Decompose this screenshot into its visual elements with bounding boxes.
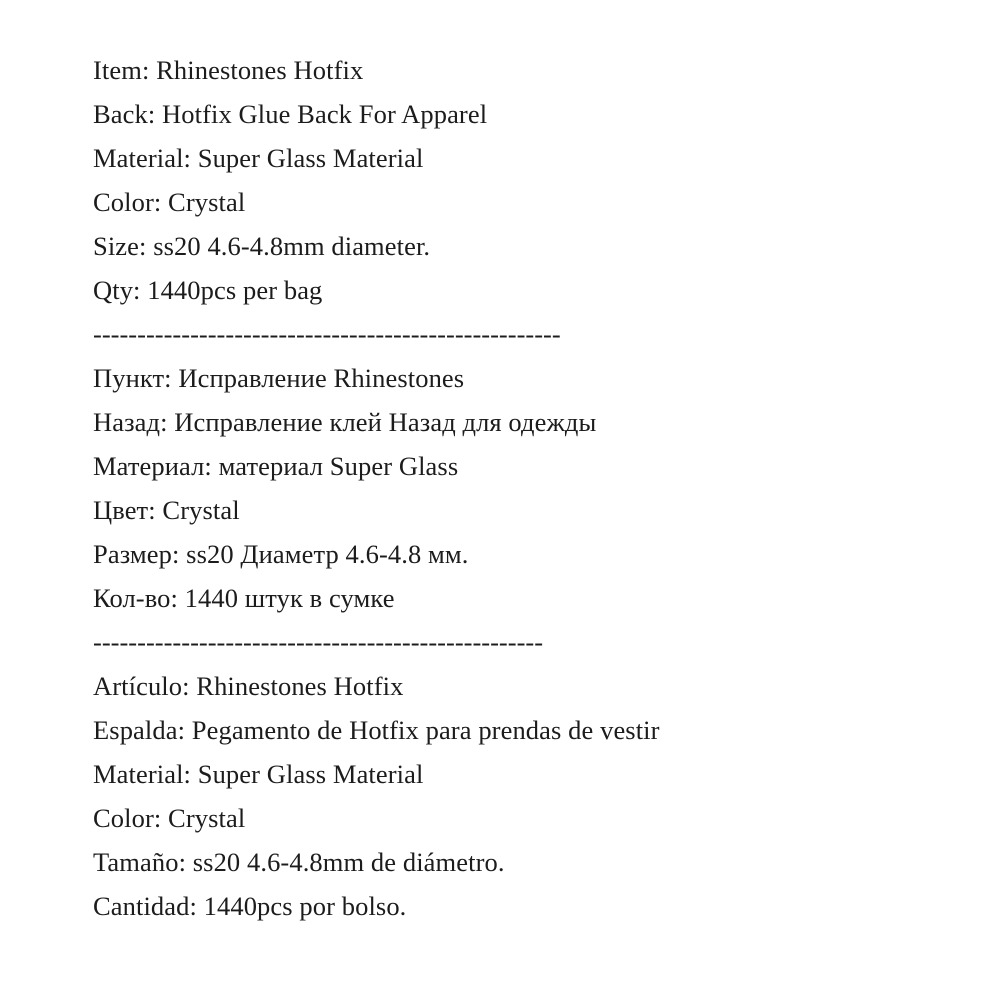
spec-block-russian [0,356,1000,620]
spec-block-spanish [0,664,1000,928]
spec-line-qty: Qty: 1440pcs per bag [93,275,323,305]
spec-line-kolvo: Кол-во: 1440 штук в сумке [93,583,395,613]
spec-line-size: Size: ss20 4.6-4.8mm diameter. [93,231,431,261]
spec-line-color-es: Color: Crystal [93,803,246,833]
spec-block-english [0,48,1000,312]
spec-line-color: Color: Crystal [93,187,246,217]
section-separator-second: --------------------------------------------------- [93,627,544,657]
section-separator-first: ----------------------------------------------------- [93,319,561,349]
spec-line-material-ru: Материал: материал Super Glass [93,451,459,481]
spec-line-item: Item: Rhinestones Hotfix [93,55,364,85]
spec-line-espalda: Espalda: Pegamento de Hotfix para prendas de vestir [93,715,660,745]
spec-line-tamano: Tamaño: ss20 4.6-4.8mm de diámetro. [93,847,505,877]
spec-line-articulo: Artículo: Rhinestones Hotfix [93,671,404,701]
spec-line-cvet: Цвет: Crystal [93,495,240,525]
spec-line-material: Material: Super Glass Material [93,143,424,173]
spec-line-back: Back: Hotfix Glue Back For Apparel [93,99,488,129]
spec-line-punkt: Пункт: Исправление Rhinestones [93,363,465,393]
spec-line-cantidad: Cantidad: 1440pcs por bolso. [93,891,407,921]
spec-line-nazad: Назад: Исправление клей Назад для одежды [93,407,597,437]
spec-line-material-es: Material: Super Glass Material [93,759,424,789]
spec-line-razmer: Размер: ss20 Диаметр 4.6-4.8 мм. [93,539,469,569]
